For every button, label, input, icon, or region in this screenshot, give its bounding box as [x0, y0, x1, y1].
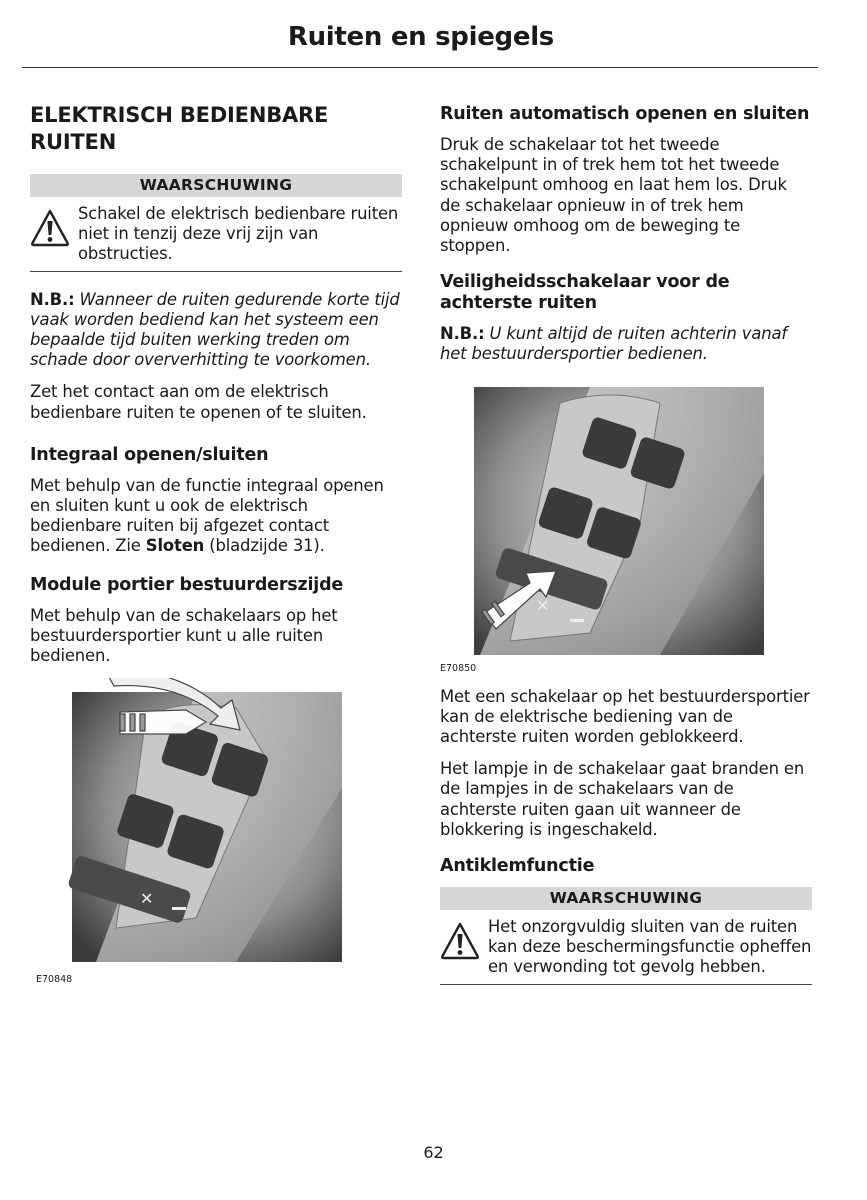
warning-label: WAARSCHUWING	[440, 887, 812, 910]
warning-text: Schakel de elektrisch bedienbare ruiten niet in tenzij deze vrij zijn van obstructies.	[78, 204, 399, 264]
paragraph-global-open-close	[30, 476, 402, 557]
cross-reference-link[interactable]: Sloten	[145, 536, 205, 556]
page-header	[22, 0, 818, 68]
warning-triangle-icon	[440, 921, 480, 961]
paragraph-driver-door-module: Met behulp van de schakelaars op het bestuurdersportier kunt u alle ruiten bedienen.	[30, 605, 338, 666]
note-label: N.B.:	[30, 289, 75, 309]
paragraph-lamp: Het lampje in de schakelaar gaat branden en de lampjes in de schakelaars van de achterste ruiten gaan uit wanneer de blokkering is ingeschakeld.	[440, 759, 805, 839]
subheading-driver-door-module: Module portier bestuurderszijde	[30, 574, 344, 595]
figure-code: E70850	[440, 662, 477, 674]
paragraph-ignition: Zet het contact aan om de elektrisch bedienbare ruiten te openen of te sluiten.	[30, 382, 367, 422]
page-number: 62	[423, 1143, 444, 1162]
figure-rear-lockout-switch	[440, 383, 812, 675]
subheading-rear-window-lockout: Veiligheidsschakelaar voor de achterste ruiten	[440, 272, 730, 314]
note-text: Wanneer de ruiten gedurende korte tijd vaak worden bediend kan het systeem een bepaalde tijd buiten werking treden om schade door oververhitting te voorkomen.	[30, 289, 400, 370]
subheading-auto-open-close: Ruiten automatisch openen en sluiten	[440, 104, 810, 124]
paragraph-lockout: Met een schakelaar op het bestuurdersportier kan de elektrische bediening van de achterste ruiten worden geblokkeerd.	[440, 686, 810, 747]
figure-driver-door-switches	[36, 678, 402, 986]
svg-text:✕: ✕	[140, 889, 154, 909]
window-switch-illustration	[440, 383, 770, 657]
warning-label: WAARSCHUWING	[30, 174, 402, 197]
subheading-global-open-close: Integraal openen/sluiten	[30, 444, 269, 465]
svg-text:✕: ✕	[536, 595, 550, 615]
paragraph-text: Met behulp van de functie integraal openen en sluiten kunt u ook de elektrisch bedienbare ruiten bij afgezet contact bedienen. Zie	[30, 475, 384, 556]
warning-box	[30, 174, 402, 272]
paragraph-text-end: (bladzijde 31).	[204, 536, 325, 556]
note-label: N.B.:	[440, 324, 485, 344]
warning-body	[30, 204, 402, 265]
section-heading-power-windows: ELEKTRISCH BEDIENBARE RUITEN	[30, 103, 329, 154]
note-rear-window	[440, 324, 812, 364]
warning-triangle-icon	[30, 208, 70, 248]
window-switch-illustration	[36, 678, 372, 968]
subheading-anti-pinch: Antiklemfunctie	[440, 856, 595, 877]
note-text: U kunt altijd de ruiten achterin vanaf het bestuurdersportier bedienen.	[440, 324, 787, 364]
right-column	[440, 98, 812, 1003]
warning-box-anti-pinch	[440, 887, 812, 985]
arrow-icon	[120, 710, 206, 734]
warning-text: Het onzorgvuldig sluiten van de ruiten kan deze beschermingsfunctie opheffen en verwonding tot gevolg hebben.	[488, 917, 812, 977]
left-column	[30, 98, 402, 998]
page-title: Ruiten en spiegels	[287, 22, 554, 52]
paragraph-auto-open-close: Druk de schakelaar tot het tweede schakelpunt in of trek hem tot het tweede schakelpunt omhoog en laat hem los. Druk de schakelaar opnieuw in of trek hem opnieuw omhoog om de beweging te stoppen.	[440, 135, 787, 256]
figure-code: E70848	[36, 974, 73, 986]
note-overheating	[30, 290, 402, 371]
warning-body	[440, 917, 812, 978]
